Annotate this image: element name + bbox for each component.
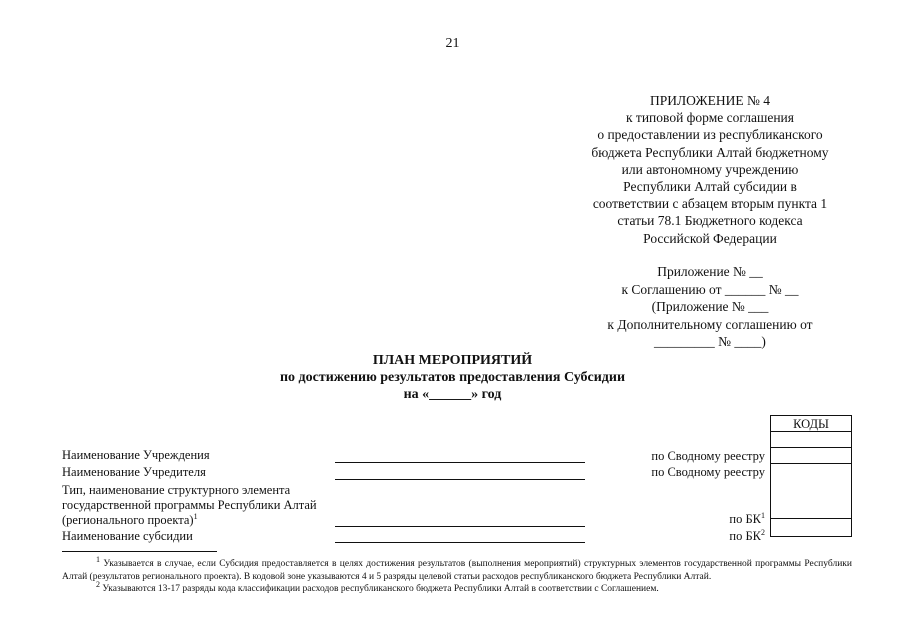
- plan-title-line1: ПЛАН МЕРОПРИЯТИЙ: [372, 353, 533, 368]
- attachment-line: (Приложение № ___: [651, 299, 769, 315]
- label-program-line1: Тип, наименование структурного элемента: [62, 483, 291, 497]
- codes-cell-bk1: [770, 464, 852, 519]
- label-program-line3: [62, 513, 198, 528]
- footnote-2-text: Указываются 13-17 разряды кода классификации расходов республиканского бюджета Республики Алтай в соответствии с Соглашением.: [102, 584, 659, 595]
- label-program-text: (регионального проекта): [62, 513, 194, 527]
- appendix-line: ПРИЛОЖЕНИЕ № 4: [649, 93, 771, 108]
- label-bk2-text: по БК: [729, 529, 761, 543]
- footnote-1-text: Указывается в случае, если Субсидия предоставляется в целях достижения результатов (выполнения мероприятий) структурных элементов государственной программы Республики Алтай (результатов регионального проекта). В кодовой зоне указываются 4 и 5 разряды целевой статьи расходов республиканского бюджета Республики Алтай.: [62, 559, 853, 582]
- label-bk2: [729, 529, 765, 544]
- footnote-2: [62, 580, 852, 596]
- footnote-separator: [62, 551, 217, 552]
- attachment-line: Приложение № __: [657, 264, 763, 279]
- label-bk1-text: по БК: [729, 512, 761, 526]
- codes-cell-registry2: [770, 448, 852, 464]
- appendix-header: [560, 92, 860, 247]
- appendix-line: к типовой форме соглашения: [626, 110, 794, 126]
- footnote-mark: 2: [96, 580, 100, 590]
- footnote-mark: 1: [96, 554, 100, 564]
- appendix-line: Республики Алтай субсидии в: [623, 179, 797, 195]
- footnote-ref: 2: [761, 527, 765, 537]
- page-number: 21: [445, 36, 460, 51]
- footnote-ref: 1: [193, 511, 198, 521]
- appendix-line: о предоставлении из республиканского: [597, 127, 823, 143]
- attachment-line: к Дополнительному соглашению от: [607, 316, 813, 332]
- codes-header: КОДЫ: [770, 415, 852, 432]
- appendix-line: статьи 78.1 Бюджетного кодекса: [617, 213, 803, 229]
- label-registry1: по Сводному реестру: [651, 449, 765, 463]
- program-field[interactable]: [335, 526, 585, 527]
- founder-field[interactable]: [335, 479, 585, 480]
- footnote-1: [62, 554, 853, 583]
- attachment-line: к Соглашению от ______ № __: [621, 281, 799, 297]
- label-subsidy: Наименование субсидии: [62, 529, 193, 543]
- plan-title-line2: по достижению результатов предоставления Субсидии: [279, 370, 626, 385]
- label-registry2: по Сводному реестру: [651, 465, 765, 479]
- attachment-line: _________ № ____): [654, 334, 766, 350]
- label-program-line2: государственной программы Республики Алтай: [62, 498, 317, 512]
- subsidy-field[interactable]: [335, 542, 585, 543]
- codes-cell-bk2: [770, 519, 852, 537]
- attachment-header: [580, 263, 840, 351]
- codes-cell-registry1: [770, 432, 852, 448]
- plan-title-line3: на «______» год: [403, 387, 502, 402]
- footnote-ref: 1: [761, 510, 765, 520]
- appendix-line: бюджета Республики Алтай бюджетному: [591, 144, 829, 160]
- appendix-line: соответствии с абзацем вторым пункта 1: [592, 196, 828, 212]
- institution-field[interactable]: [335, 462, 585, 463]
- label-founder: Наименование Учредителя: [62, 465, 206, 479]
- footnotes: [62, 554, 853, 596]
- plan-title: [0, 352, 905, 403]
- appendix-line: или автономному учреждению: [621, 161, 799, 177]
- label-bk1: [729, 512, 765, 527]
- appendix-line: Российской Федерации: [643, 230, 777, 246]
- label-institution: Наименование Учреждения: [62, 448, 210, 462]
